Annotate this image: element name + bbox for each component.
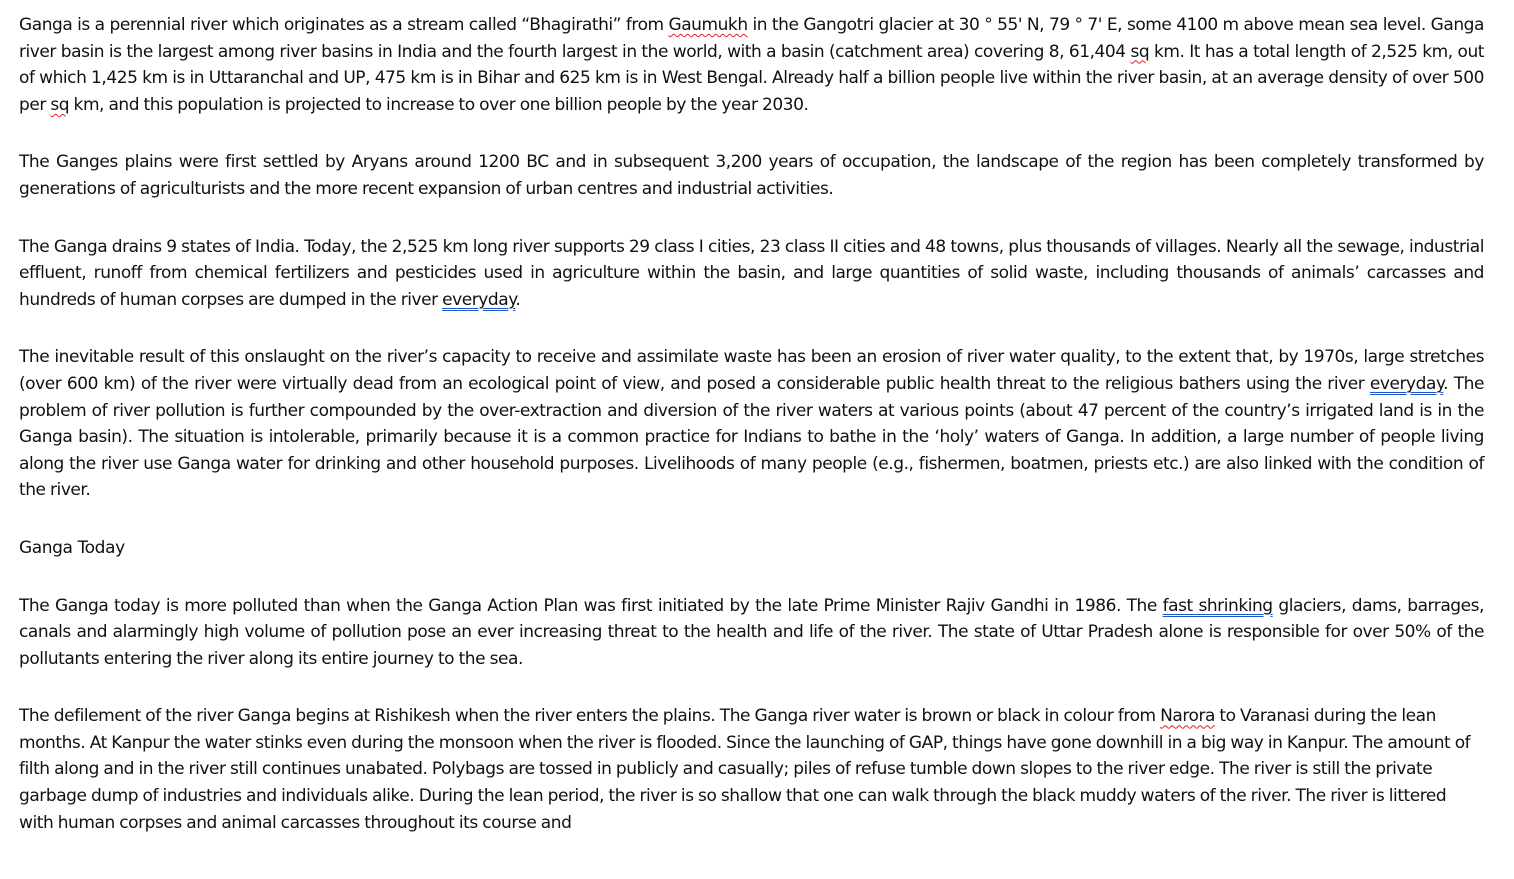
spelling-flag-sq[interactable]: sq [1130,41,1150,62]
paragraph-drains: The Ganga drains 9 states of India. Today, the 2,525 km long river supports 29 class I cities, 23 class II cities and 48 towns, plus thousands of villages. Nearly all the sewage, industrial effluent, runoff from chemical fertilizers and pesticides used in agriculture within the basin, and large quantities of solid waste, including thousands of animals’ carcasses and hundreds of human corpses are dumped in the river everyday. [19,236,1484,310]
paragraph-defilement: The defilement of the river Ganga begins at Rishikesh when the river enters the plains. The Ganga river water is brown or black in colour from Narora to Varanasi during the lean months. At Kanpur the water stinks even during the monsoon when the river is flooded. Since the launching of GAP, things have gone downhill in a big way in Kanpur. The amount of filth along and in the river still continues unabated. Polybags are tossed in publicly and casually; piles of refuse tumble down slopes to the river edge. The river is still the private garbage dump of industries and individuals alike. During the lean period, the river is so shallow that one can walk through the black muddy waters of the river. The river is littered with human corpses and animal carcasses throughout its course and [19,706,1471,833]
spelling-flag-sq-2[interactable]: sq [50,94,70,115]
grammar-flag-everyday[interactable]: everyday [442,289,516,310]
section-heading: Ganga Today [19,537,125,558]
paragraph-ganga-today: The Ganga today is more polluted than when the Ganga Action Plan was first initiated by the late Prime Minister Rajiv Gandhi in 1986. The fast shrinking glaciers, dams, barrages, canals and alarmingly high volume of pollution pose an ever increasing threat to the health and life of the river. The state of Uttar Pradesh alone is responsible for over 50% of the pollutants entering the river along its entire journey to the sea. [19,595,1485,669]
spelling-flag-gaumukh[interactable]: Gaumukh [668,15,748,35]
paragraph-aryans: The Ganges plains were first settled by Aryans around 1200 BC and in subsequent 3,200 years of occupation, the landscape of the region has been completely transformed by generations of agriculturists and the more recent expansion of urban centres and industrial activities. [19,152,1484,199]
grammar-flag-everyday-2[interactable]: everyday [1369,373,1444,394]
paragraph-origin: Ganga is a perennial river which originates as a stream called “Bhagirathi” from Gaumukh in the Gangotri glacier at 30 ° 55' N, 79 ° 7' E, some 4100 m above mean sea level. Ganga river basin is the largest among river basins in India and the fourth largest in the world, with a basin (catchment area) covering 8, 61,404 sq km. It has a total length of 2,525 km, out of which 1,425 km is in Uttaranchal and UP, 475 km is in Bihar and 625 km is in West Bengal. Already half a billion people live within the river basin, at an average density of over 500 per sq km, and this population is projected to increase to over one billion people by the year 2030. [19,15,1484,115]
grammar-flag-fast-shrinking[interactable]: fast shrinking [1162,595,1273,616]
paragraph-erosion: The inevitable result of this onslaught on the river’s capacity to receive and assimilate waste has been an erosion of river water quality, to the extent that, by 1970s, large stretches (over 600 km) of the river were virtually dead from an ecological point of view, and posed a considerable public health threat to the religious bathers using the river everyday. The problem of river pollution is further compounded by the over-extraction and diversion of the river waters at various points (about 47 percent of the country’s irrigated land is in the Ganga basin). The situation is intolerable, primarily because it is a common practice for Indians to bathe in the ‘holy’ waters of Ganga. In addition, a large number of people living along the river use Ganga water for drinking and other household purposes. Livelihoods of many people (e.g., fishermen, boatmen, priests etc.) are also linked with the condition of the river. [19,347,1484,501]
spelling-flag-narora[interactable]: Narora [1160,706,1215,727]
